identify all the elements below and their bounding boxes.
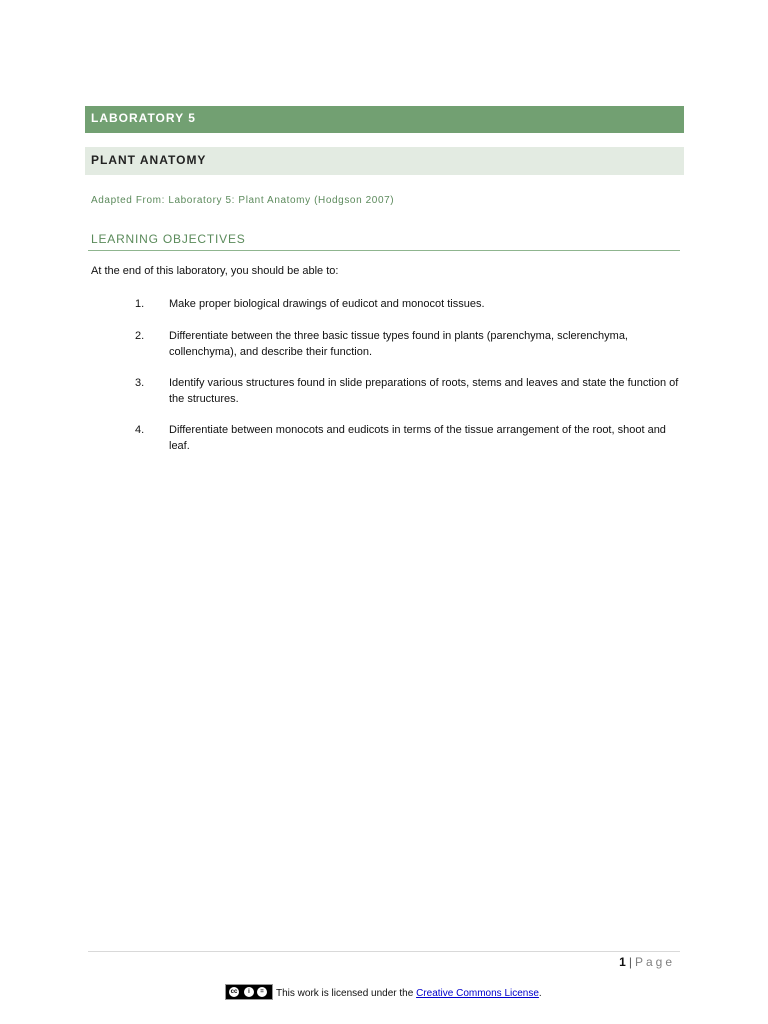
- lab-title-band: [85, 106, 684, 133]
- objectives-intro: At the end of this laboratory, you should be able to:: [91, 265, 339, 277]
- page-separator: |: [628, 955, 632, 969]
- license-prefix: This work is licensed under the: [276, 988, 417, 999]
- objective-text: Make proper biological drawings of eudicot and monocot tissues.: [169, 298, 485, 310]
- objective-item: [135, 328, 680, 360]
- subtitle-band: [85, 147, 684, 175]
- heading-divider: [88, 250, 680, 251]
- adapted-from-note: Adapted From: Laboratory 5: Plant Anatomy (Hodgson 2007): [91, 195, 395, 206]
- objective-item: [135, 422, 680, 454]
- objective-number: 4.: [135, 424, 145, 436]
- objective-text: Differentiate between monocots and eudicots in terms of the tissue arrangement of the root, shoot and leaf.: [169, 424, 666, 452]
- objective-number: 2.: [135, 330, 145, 342]
- objective-number: 3.: [135, 377, 145, 389]
- creative-commons-icon: cc i =: [225, 984, 273, 1000]
- objective-item: [135, 375, 680, 407]
- page-label: Page: [634, 955, 675, 969]
- page-number: 1: [619, 955, 626, 969]
- objective-item: [135, 296, 680, 312]
- objectives-heading: LEARNING OBJECTIVES: [91, 232, 246, 246]
- objective-text: Differentiate between the three basic tissue types found in plants (parenchyma, sclerenchyma, collenchyma), and describe their function.: [169, 330, 628, 358]
- license-suffix: .: [538, 988, 542, 999]
- footer-divider: [88, 951, 680, 952]
- creative-commons-link[interactable]: Creative Commons License: [416, 988, 539, 999]
- page-subtitle: PLANT ANATOMY: [91, 153, 207, 167]
- lab-title: LABORATORY 5: [91, 111, 196, 125]
- page-number-footer: [619, 955, 675, 969]
- objective-number: 1.: [135, 298, 145, 310]
- license-notice: [225, 984, 542, 1000]
- objective-text: Identify various structures found in slide preparations of roots, stems and leaves and state the function of the structures.: [169, 377, 679, 405]
